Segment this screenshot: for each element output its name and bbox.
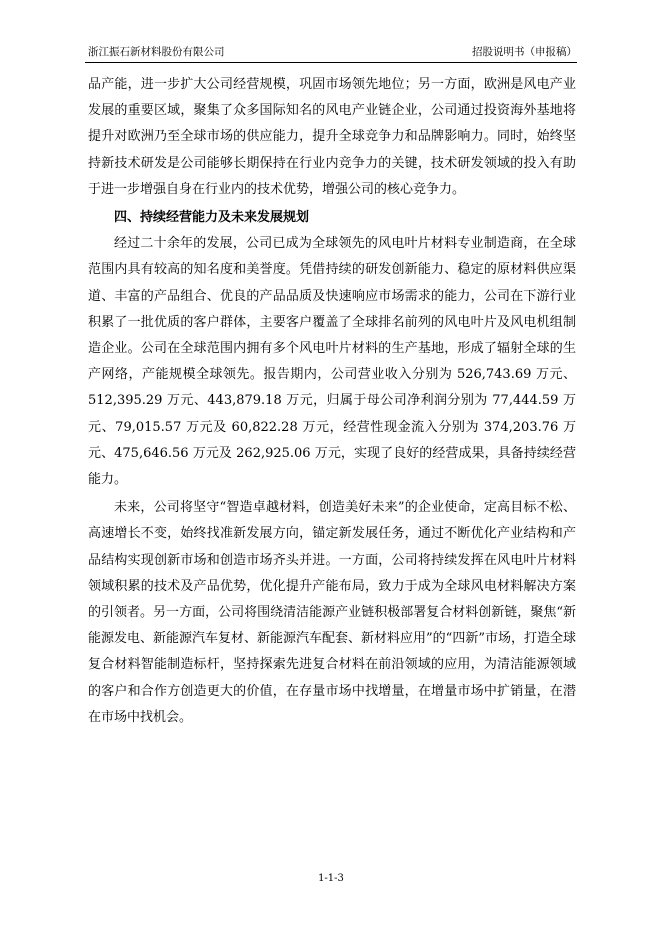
page-body	[88, 72, 576, 731]
page-number: 1-1-3	[318, 873, 344, 884]
header-company-name: 浙江振石新材料股份有限公司	[88, 46, 225, 58]
body-paragraph-2: 经过二十余年的发展，公司已成为全球领先的风电叶片材料专业制造商，在全球范围内具有较高的知名度和美誉度。凭借持续的研发创新能力、稳定的原材料供应渠道、丰富的产品组合、优良的产品品质及快速响应市场需求的能力，公司在下游行业积累了一批优质的客户群体，主要客户覆盖了全球排名前列的风电叶片及风电机组制造企业。公司在全球范围内拥有多个风电叶片材料的生产基地，形成了辐射全球的生产网络，产能规模全球领先。报告期内，公司营业收入分别为 526,743.69 万元、512,395.29 万元、443,879.18 万元，归属于母公司净利润分别为 77,444.59 万元、79,015.57 万元及 60,822.28 万元，经营性现金流入分别为 374,203.76 万元、475,646.56 万元及 262,925.06 万元，实现了良好的经营成果，具备持续经营能力。	[88, 236, 576, 488]
header-document-title: 招股说明书（申报稿）	[472, 46, 577, 58]
section-heading: 四、持续经营能力及未来发展规划	[114, 210, 310, 226]
header-divider	[85, 62, 577, 63]
body-paragraph-1: 品产能，进一步扩大公司经营规模，巩固市场领先地位；另一方面，欧洲是风电产业发展的重要区域，聚集了众多国际知名的风电产业链企业，公司通过投资海外基地将提升对欧洲乃至全球市场的供应能力，提升全球竞争力和品牌影响力。同时，始终坚持新技术研发是公司能够长期保持在行业内竞争力的关键，技术研发领域的投入有助于进一步增强自身在行业内的技术优势，增强公司的核心竞争力。	[88, 77, 576, 197]
body-paragraph-3: 未来，公司将坚守“智造卓越材料，创造美好未来”的企业使命，定高目标不松、高速增长不变，始终找准新发展方向，锚定新发展任务，通过不断优化产业结构和产品结构实现创新市场和创造市场齐头并进。一方面，公司将持续发挥在风电叶片材料领域积累的技术及产品优势，优化提升产能布局，致力于成为全球风电材料解决方案的引领者。另一方面，公司将围绕清洁能源产业链积极部署复合材料创新链，聚焦“新能源发电、新能源汽车复材、新能源汽车配套、新材料应用”的“四新”市场，打造全球复合材料智能制造标杆，坚持探索先进复合材料在前沿领域的应用，为清洁能源领域的客户和合作方创造更大的价值，在存量市场中找增量，在增量市场中扩销量，在潜在市场中找机会。	[88, 500, 576, 725]
